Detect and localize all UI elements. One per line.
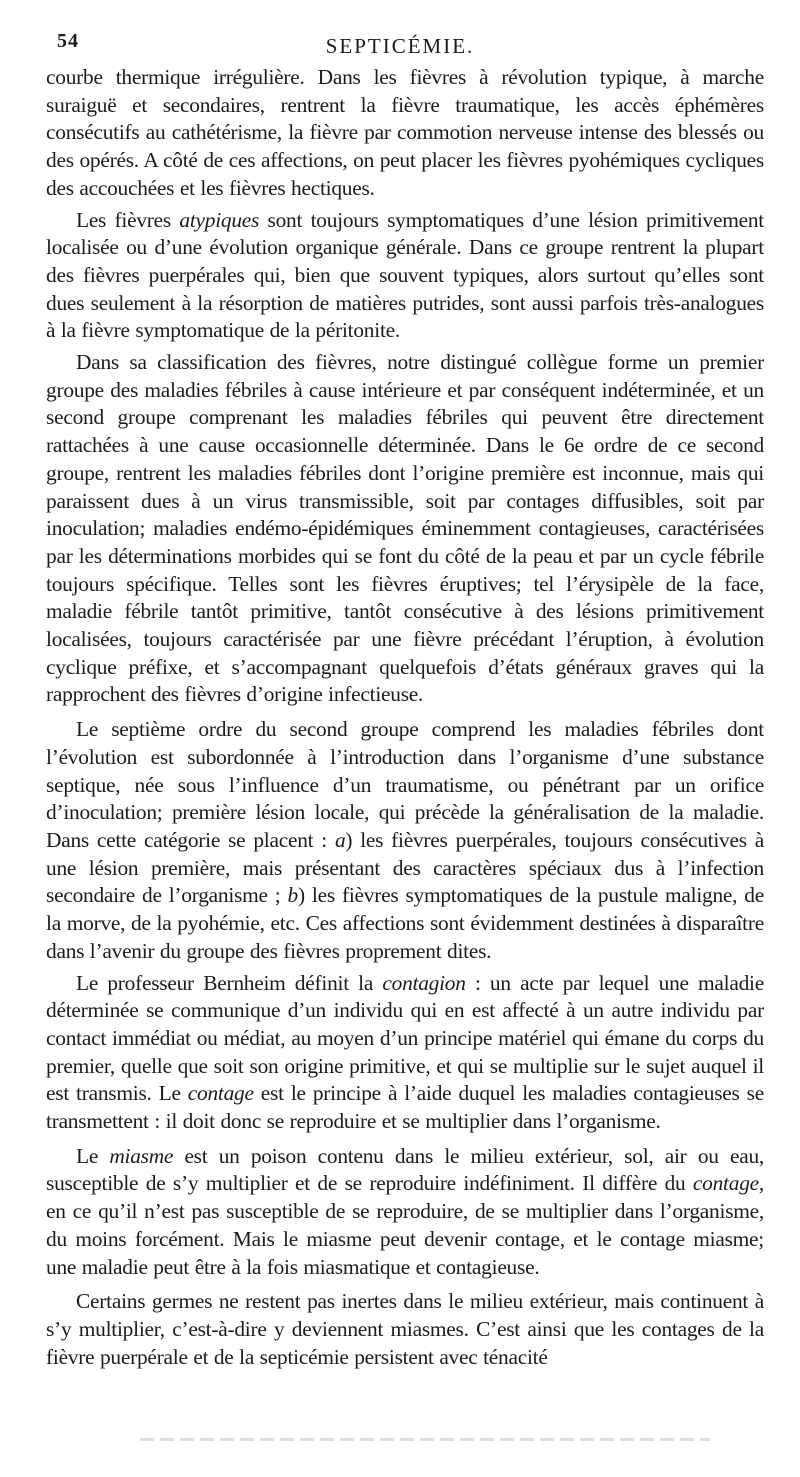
text-run: sont toujours symptomatiques d’une lésion primitivement localisée ou d’une évolution organique générale. Dans ce groupe rentrent la plupart des fièvres puerpérales qui, bien que souvent typiques, alors surtout qu’elles sont dues seulement à la résorption de matières putrides, sont aussi parfois très-analogues à la fièvre symptomatique de la péritonite. — [46, 207, 764, 343]
paragraph-4 — [46, 716, 764, 965]
text-run: , en ce qu’il n’est pas susceptible de se reproduire, de se multiplier dans l’organisme, du moins forcément. Mais le miasme peut devenir contage, et le contage miasme; une maladie peut être à la fois miasmatique et contagieuse. — [46, 1171, 764, 1279]
italic-term: miasme — [109, 1143, 174, 1168]
italic-term: atypiques — [179, 207, 260, 232]
text-run: est le principe à l’aide duquel les maladies contagieuses se transmettent : il doit donc se reproduire et se multiplier dans l’organisme. — [46, 1081, 764, 1134]
italic-term: contagion — [382, 970, 466, 995]
text-run: ) les fièvres symptomatiques de la pustule maligne, de la morve, de la pyohémie, etc. Ces affections sont évidemment destinées à disparaître dans l’avenir du groupe des fièvres proprement dites. — [46, 883, 764, 963]
text-run: Certains germes ne restent pas inertes dans le milieu extérieur, mais continuent à s’y multiplier, c’est-à-dire y deviennent miasmes. C’est ainsi que les contages de la fièvre puerpérale et de la septicémie persistent avec ténacité — [46, 1289, 764, 1369]
page-number: 54 — [57, 30, 79, 52]
page-header — [55, 28, 745, 68]
text-run: Le septième ordre du second groupe comprend les maladies fébriles dont l’évolution est subordonnée à l’introduction dans l’organisme d’une substance septique, née sous l’influence d’un traumatisme, ou pénétrant par un orifice d’inoculation; première lésion locale, qui précède la généralisation de la maladie. Dans cette catégorie se placent : — [46, 717, 764, 852]
paragraph-6 — [46, 1143, 764, 1282]
text-run: ) les fièvres puerpérales, toujours consécutives à une lésion première, mais présentant des caractères spéciaux dus à l’infection secondaire de l’organisme ; — [46, 827, 764, 908]
italic-term: contage — [692, 1171, 759, 1196]
paragraph-3 — [46, 349, 764, 709]
text-run: est un poison contenu dans le milieu extérieur, sol, air ou eau, susceptible de s’y multiplier et de se reproduire indéfiniment. Il diffère du — [46, 1143, 764, 1196]
paragraph-7 — [46, 1288, 764, 1371]
text-run: Le professeur Bernheim définit la — [76, 970, 383, 995]
italic-term: b — [287, 883, 298, 908]
body-text — [46, 64, 764, 1371]
italic-term: contage — [187, 1081, 254, 1106]
text-run: Les fièvres — [76, 207, 180, 232]
text-run: : un acte par lequel une maladie déterminée se communique d’un individu qui en est affecté à un autre individu par contact immédiat ou médiat, au moyen d’un principe matériel qui émane du corps du premier, quelle que soit son origine primitive, et qui se multiplie sur le sujet auquel il est transmis. Le — [46, 970, 764, 1106]
italic-term: a — [334, 827, 346, 852]
paragraph-2 — [46, 207, 764, 346]
text-run: Dans sa classification des fièvres, notre distingué collègue forme un premier groupe des maladies fébriles à cause intérieure et par conséquent indéterminée, et un second groupe comprenant les maladies fébriles qui peuvent être directement rattachées à une cause occasionnelle déterminée. Dans le 6e ordre de ce second groupe, rentrent les maladies fébriles dont l’origine première est inconnue, mais qui paraissent dues à un virus transmissible, soit par contages diffusibles, soit par inoculation; maladies endémo-épidémiques éminemment contagieuses, caractérisées par les déterminations morbides qui se font du côté de la peau et par un cycle fébrile toujours spécifique. Telles sont les fièvres éruptives; tel l’érysipèle de la face, maladie fébrile tantôt primitive, tantôt consécutive à des lésions primitivement localisées, toujours caractérisée par une fièvre précédant l’éruption, à évolution cyclique préfixe, et s’accompagnant quelquefois d’états généraux graves qui la rapprochent des fièvres d’origine infectieuse. — [46, 350, 764, 707]
text-run: courbe thermique irrégulière. Dans les fièvres à révolution typique, à marche suraiguë et secondaires, rentrent la fièvre traumatique, les accès éphémères consécutifs au cathétérisme, la fièvre par commotion nerveuse intense des blessés ou des opérés. A côté de ces affections, on peut placer les fièvres pyohémiques cycliques des accouchées et les fièvres hectiques. — [46, 65, 764, 200]
paragraph-1 — [46, 64, 764, 203]
paragraph-5 — [46, 970, 764, 1136]
bleed-through-noise — [140, 1438, 710, 1441]
running-head: SEPTICÉMIE. — [325, 34, 475, 58]
text-run: Le — [76, 1143, 110, 1168]
